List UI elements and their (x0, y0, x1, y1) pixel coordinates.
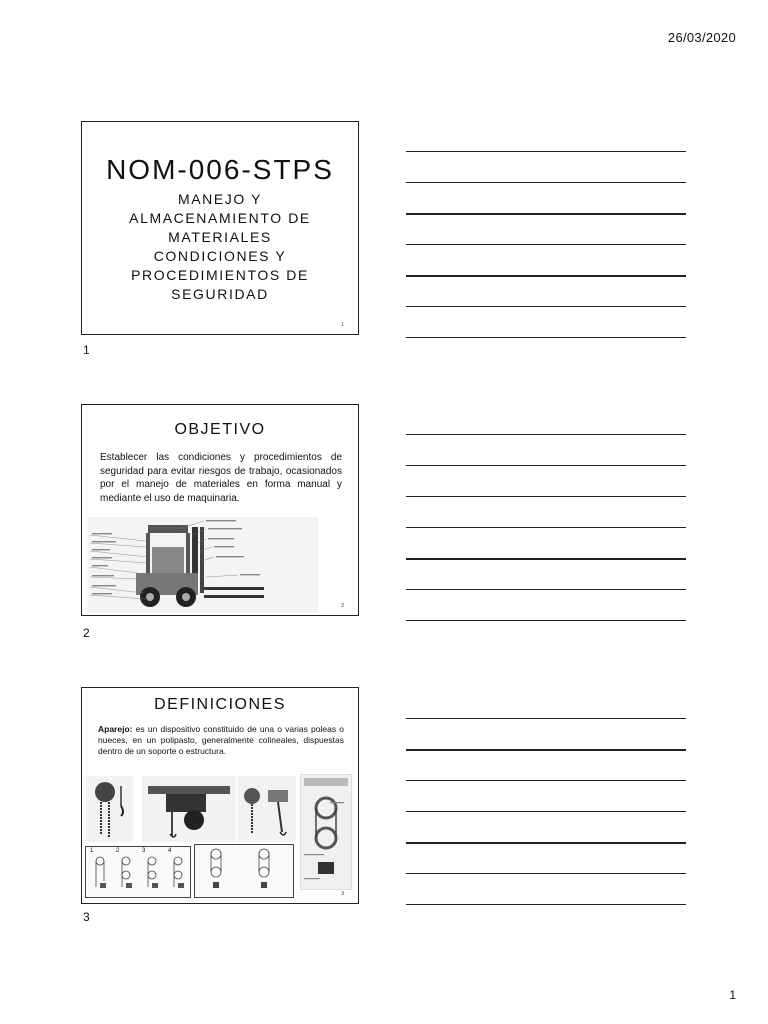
pulley-block-diagram-image (194, 844, 294, 898)
slide-2-body: Establecer las condiciones y procedimientos de seguridad para evitar riesgos de trabajo, ocasionados por el manejo de materiales en forma manual y mediante el uso de maquinaria. (100, 452, 342, 504)
slide-1-title: NOM-006-STPS (106, 154, 334, 185)
slide-1 (81, 121, 359, 335)
pulley-type-label-3: 3 (142, 848, 146, 854)
notes-lines-1 (406, 151, 686, 368)
slide-3-label: 3 (83, 910, 90, 924)
slide-3-title: DEFINICIONES (154, 696, 286, 713)
slide-2 (81, 404, 359, 616)
pulley-system-diagram-image (300, 774, 352, 890)
slide-3-definition: es un dispositivo constituido de una o varias poleas o nueces, en un polipasto, generalmente colineales, dispuestas dentro de un soporte o estructura. (98, 724, 344, 756)
slide-3 (81, 687, 359, 904)
lever-hoist-image (238, 776, 296, 842)
slide-3-number: 3 (341, 891, 344, 897)
pulley-type-label-1: 1 (90, 848, 94, 854)
page-number: 1 (729, 988, 736, 1002)
notes-lines-2 (406, 434, 686, 651)
chain-hoist-image (85, 776, 133, 842)
pulley-type-label-2: 2 (116, 848, 120, 854)
forklift-diagram-image (88, 517, 318, 613)
slide-2-number: 2 (341, 603, 344, 609)
slide-1-label: 1 (83, 343, 90, 357)
slide-3-term: Aparejo: (98, 724, 133, 734)
slide-2-label: 2 (83, 626, 90, 640)
print-date: 26/03/2020 (667, 30, 736, 45)
slide-3-body (98, 724, 344, 757)
pulley-types-diagram (85, 846, 191, 898)
pulley-types-drawing (86, 847, 190, 897)
slide-1-number: 1 (341, 322, 344, 328)
slide-1-subtitle: MANEJO Y ALMACENAMIENTO DE MATERIALES CONDICIONES Y PROCEDIMIENTOS DE SEGURIDAD (129, 191, 311, 302)
pulley-type-label-4: 4 (168, 848, 172, 854)
notes-lines-3 (406, 718, 686, 935)
trolley-hoist-image (142, 776, 236, 842)
slide-2-title: OBJETIVO (174, 421, 266, 438)
